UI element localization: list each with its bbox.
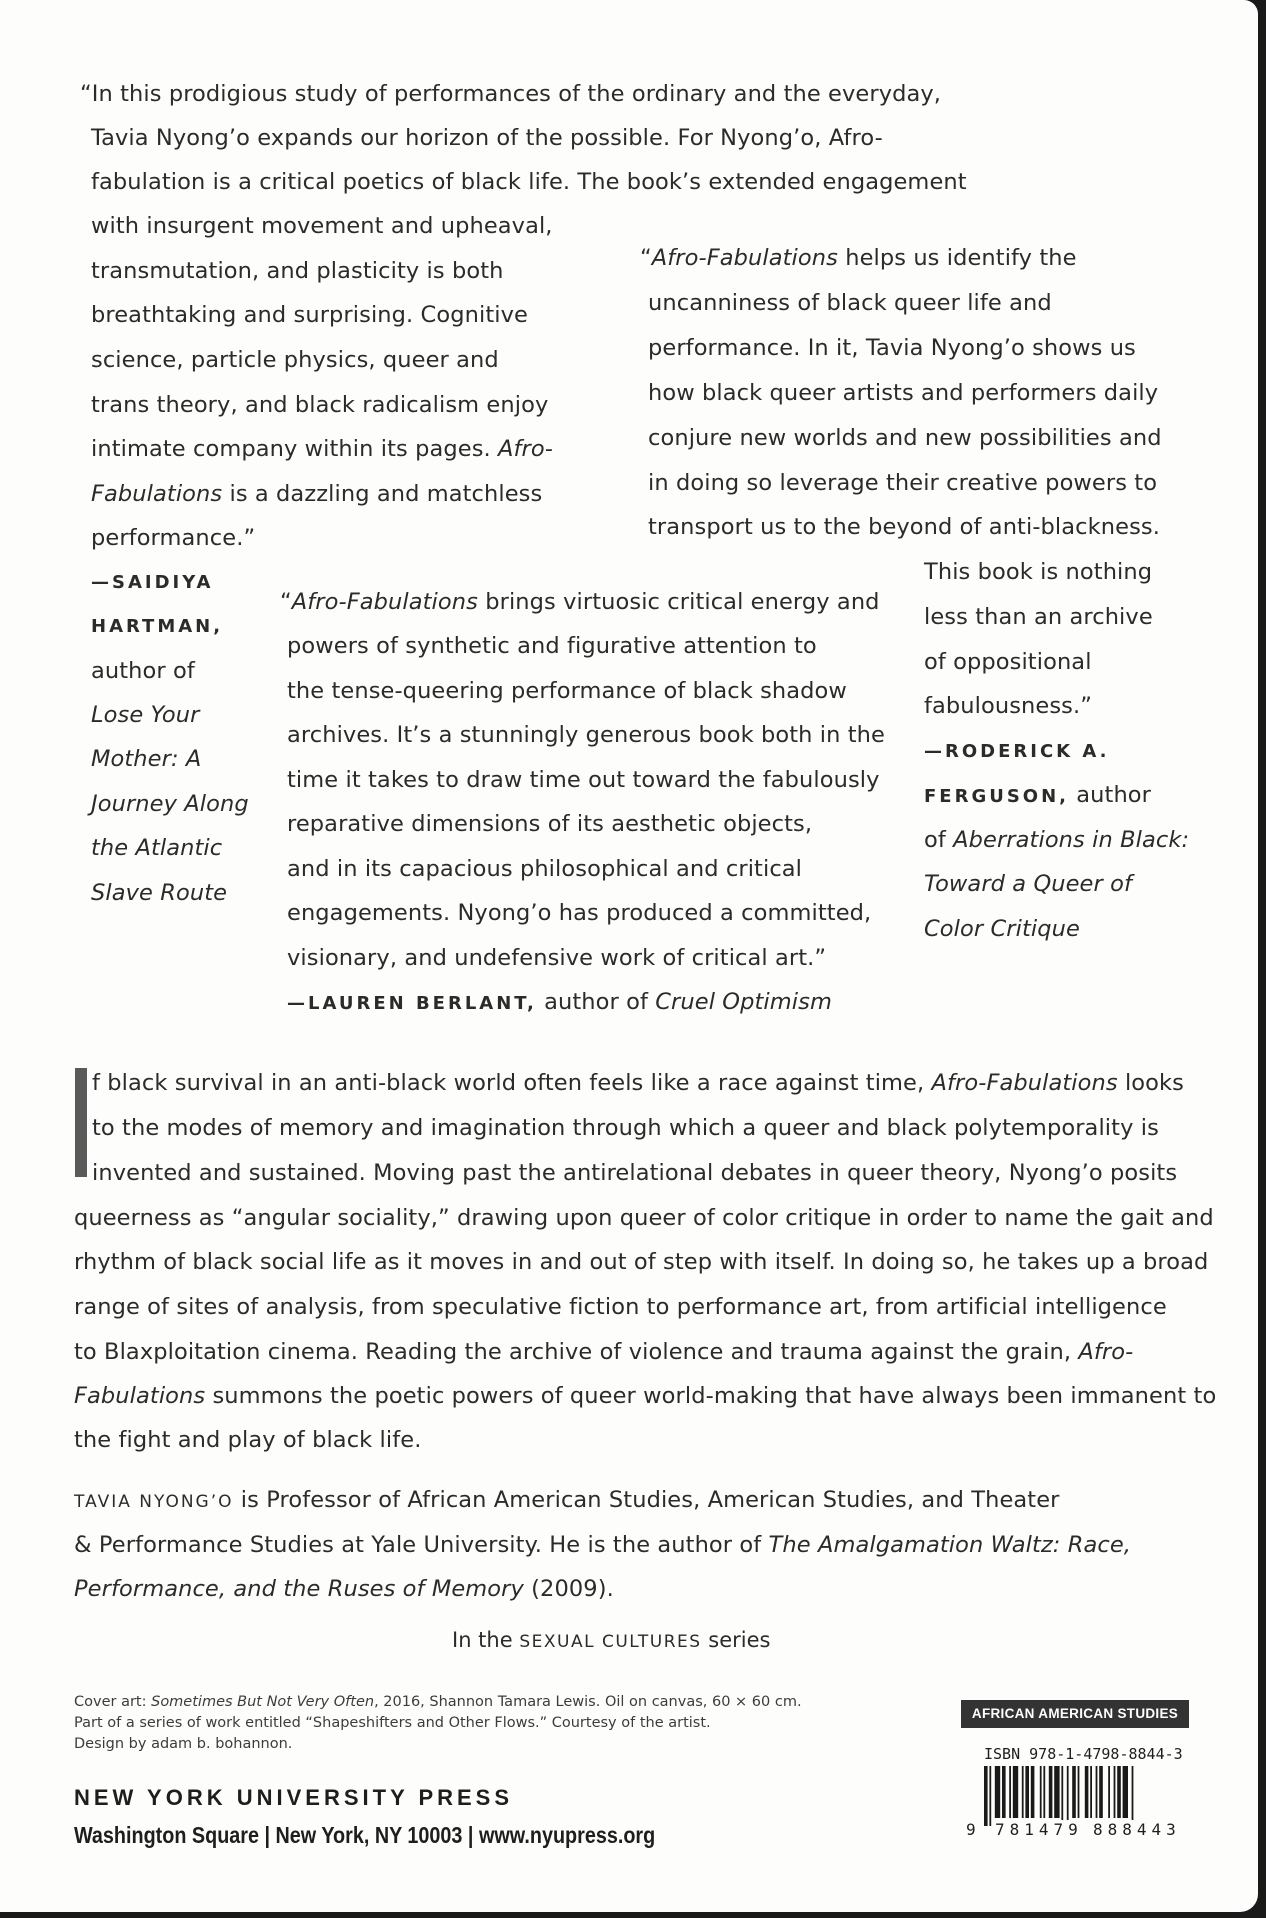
- bio-text: (2009).: [523, 1576, 614, 1602]
- attribution-book: [91, 737, 201, 782]
- description-text: looks: [1117, 1070, 1184, 1096]
- blurb-line: fabulousness.”: [924, 693, 1093, 719]
- book-title-italic: Slave Route: [91, 880, 228, 906]
- bio-line: [74, 1478, 1060, 1525]
- series-name: SEXUAL CULTURES: [519, 1632, 702, 1652]
- publisher-address: Washington Square | New York, NY 10003 | www.nyupress.org: [74, 1822, 656, 1848]
- book-title-italic: Mother: A: [91, 746, 202, 772]
- isbn-barcode: [980, 1766, 1185, 1826]
- barcode-bar: [1132, 1766, 1134, 1826]
- barcode-bar: [1002, 1766, 1006, 1818]
- blurb-line: in doing so leverage their creative powers to: [648, 470, 1158, 496]
- blurb-text: is a dazzling and matchless: [222, 481, 543, 507]
- blurb-line: uncanniness of black queer life and: [648, 290, 1052, 316]
- blurb-line: performance.”: [91, 525, 256, 551]
- book-title-italic: Color Critique: [924, 916, 1080, 942]
- attribution-name: —RODERICK A.: [924, 741, 1110, 762]
- open-quote: “: [280, 589, 292, 615]
- barcode-bar: [1090, 1766, 1092, 1818]
- blurb-line: powers of synthetic and figurative attention to: [287, 633, 817, 659]
- blurb-line: time it takes to draw time out toward the fabulously: [287, 767, 880, 793]
- blurb-line: [280, 580, 880, 625]
- barcode-bar: [1096, 1766, 1098, 1818]
- open-quote: “: [640, 245, 652, 271]
- description-line: [92, 1061, 1184, 1106]
- attribution-book: [924, 862, 1132, 907]
- credit-line: [74, 1692, 802, 1712]
- blurb-line: the tense-queering performance of black shadow: [287, 678, 847, 704]
- blurb-line: breathtaking and surprising. Cognitive: [91, 302, 528, 328]
- description-line: the fight and play of black life.: [74, 1427, 422, 1453]
- book-title-italic: Afro-: [1078, 1339, 1134, 1365]
- description-text: f black survival in an anti-black world often feels like a race against time,: [92, 1070, 932, 1096]
- barcode-bar: [1061, 1766, 1063, 1826]
- barcode-bar: [995, 1766, 1000, 1818]
- attribution-book: [924, 907, 1080, 952]
- attribution-name: —SAIDIYA: [91, 572, 214, 593]
- bio-text: & Performance Studies at Yale University. He is the author of: [74, 1532, 769, 1558]
- drop-cap-bar: [75, 1068, 87, 1177]
- attribution-role: author: [1069, 782, 1152, 808]
- barcode-bar: [984, 1766, 988, 1826]
- barcode-bar: [1043, 1766, 1045, 1818]
- bio-text: is Professor of African American Studies, American Studies, and Theater: [233, 1487, 1060, 1513]
- attribution-name: —LAUREN BERLANT,: [287, 993, 537, 1014]
- book-title-italic: Journey Along: [91, 791, 249, 817]
- blurb-line: performance. In it, Tavia Nyong’o shows us: [648, 335, 1136, 361]
- barcode-bar: [1067, 1766, 1069, 1826]
- barcode-digit-first: 9: [966, 1820, 976, 1839]
- attribution-role: author of: [536, 989, 656, 1015]
- attribution-name: HARTMAN,: [91, 616, 224, 637]
- blurb-line: archives. It’s a stunningly generous book both in the: [287, 722, 885, 748]
- barcode-digits-left: 781479: [995, 1820, 1083, 1839]
- description-text: to Blaxploitation cinema. Reading the archive of violence and trauma against the grain,: [74, 1339, 1079, 1365]
- attribution-role: of: [924, 827, 954, 853]
- credit-line: Part of a series of work entitled “Shapeshifters and Other Flows.” Courtesy of the artist.: [74, 1715, 711, 1731]
- book-title-italic: Afro-Fabulations: [931, 1070, 1118, 1096]
- attribution-line: [287, 980, 832, 1026]
- barcode-bar: [1031, 1766, 1035, 1818]
- book-title-italic: Aberrations in Black:: [953, 827, 1190, 853]
- attribution-line: [924, 773, 1151, 819]
- description-line: range of sites of analysis, from speculative fiction to performance art, from artificial intelligence: [74, 1294, 1167, 1320]
- barcode-bar: [1108, 1766, 1110, 1818]
- blurb-line: transmutation, and plasticity is both: [91, 258, 504, 284]
- barcode-bar: [1072, 1766, 1076, 1818]
- bio-line: [74, 1523, 1131, 1568]
- blurb-text: helps us identify the: [837, 245, 1077, 271]
- credit-text: Cover art:: [74, 1694, 152, 1710]
- description-line: rhythm of black social life as it moves in and out of step with itself. In doing so, he takes up a broad: [74, 1249, 1209, 1275]
- barcode-bar: [1025, 1766, 1029, 1818]
- barcode-bar: [1078, 1766, 1080, 1818]
- blurb-line: with insurgent movement and upheaval,: [91, 213, 553, 239]
- barcode-bar: [1114, 1766, 1116, 1818]
- book-title-italic: The Amalgamation Waltz: Race,: [768, 1532, 1132, 1558]
- credit-line: Design by adam b. bohannon.: [74, 1736, 293, 1752]
- book-title-italic: Fabulations: [74, 1383, 206, 1409]
- attribution-book: [91, 782, 249, 827]
- barcode-bar: [1009, 1766, 1011, 1818]
- credit-text: , 2016, Shannon Tamara Lewis. Oil on canvas, 60 × 60 cm.: [374, 1694, 802, 1710]
- barcode-bar: [1049, 1766, 1053, 1818]
- series-prefix: In the: [452, 1628, 520, 1652]
- series-suffix: series: [701, 1628, 771, 1652]
- artwork-title-italic: Sometimes But Not Very Often: [151, 1694, 375, 1710]
- book-title-italic: Afro-: [498, 436, 553, 462]
- book-title-italic: Performance, and the Ruses of Memory: [74, 1576, 524, 1602]
- blurb-line: “In this prodigious study of performances of the ordinary and the everyday,: [80, 81, 942, 107]
- attribution-book: [91, 693, 199, 738]
- description-line: to the modes of memory and imagination through which a queer and black polytemporality is: [92, 1115, 1159, 1141]
- barcode-bar: [1040, 1766, 1042, 1818]
- book-title-italic: Lose Your: [91, 702, 200, 728]
- blurb-line: Tavia Nyong’o expands our horizon of the possible. For Nyong’o, Afro-: [91, 125, 883, 151]
- blurb-line: transport us to the beyond of anti-blackness.: [648, 514, 1160, 540]
- subject-category-badge: AFRICAN AMERICAN STUDIES: [961, 1700, 1189, 1728]
- blurb-line: less than an archive: [924, 604, 1153, 630]
- attribution-line: [924, 818, 1189, 863]
- barcode-digits-right: 888443: [1093, 1820, 1181, 1839]
- description-line: invented and sustained. Moving past the antirelational debates in queer theory, Nyong’o posits: [92, 1160, 1178, 1186]
- attribution-name: FERGUSON,: [924, 786, 1070, 807]
- book-title-italic: Afro-Fabulations: [651, 245, 838, 271]
- attribution-book: [91, 871, 227, 916]
- barcode-bar: [1085, 1766, 1089, 1818]
- blurb-text: intimate company within its pages.: [91, 436, 491, 462]
- barcode-bar: [989, 1766, 991, 1826]
- barcode-bar: [1099, 1766, 1103, 1818]
- barcode-bar: [1054, 1766, 1059, 1818]
- description-text: summons the poetic powers of queer world-making that have always been immanent to: [205, 1383, 1217, 1409]
- blurb-line: fabulation is a critical poetics of black life. The book’s extended engagement: [91, 169, 967, 195]
- barcode-bar: [1022, 1766, 1024, 1818]
- blurb-line: and in its capacious philosophical and critical: [287, 856, 803, 882]
- book-title-italic: Cruel Optimism: [655, 989, 832, 1015]
- blurb-line: conjure new worlds and new possibilities and: [648, 425, 1162, 451]
- barcode-bar: [1117, 1766, 1121, 1818]
- description-line: queerness as “angular sociality,” drawing upon queer of color critique in order to name the gait and: [74, 1205, 1214, 1231]
- blurb-line: science, particle physics, queer and: [91, 347, 499, 373]
- blurb-line: [640, 236, 1077, 281]
- blurb-line: This book is nothing: [924, 559, 1153, 585]
- book-title-italic: Fabulations: [91, 481, 223, 507]
- book-title-italic: Toward a Queer of: [924, 871, 1132, 897]
- bio-line: [74, 1567, 614, 1612]
- publisher-name: NEW YORK UNIVERSITY PRESS: [74, 1785, 514, 1810]
- blurb-line: of oppositional: [924, 649, 1092, 675]
- book-title-italic: Afro-Fabulations: [291, 589, 478, 615]
- description-line: [74, 1330, 1133, 1375]
- barcode-bar: [1123, 1766, 1128, 1818]
- isbn-label: ISBN 978-1-4798-8844-3: [984, 1745, 1183, 1763]
- attribution-book: [91, 826, 222, 871]
- blurb-line: reparative dimensions of its aesthetic objects,: [287, 811, 813, 837]
- book-title-italic: the Atlantic: [91, 835, 223, 861]
- attribution-role: author of: [91, 658, 195, 684]
- blurb-line: [91, 472, 542, 517]
- blurb-text: brings virtuosic critical energy and: [477, 589, 880, 615]
- barcode-bar: [1013, 1766, 1018, 1818]
- series-note: [452, 1628, 770, 1652]
- blurb-line: how black queer artists and performers daily: [648, 380, 1159, 406]
- description-line: [74, 1374, 1216, 1419]
- author-name: TAVIA NYONG’O: [74, 1492, 234, 1512]
- blurb-line: visionary, and undefensive work of critical art.”: [287, 945, 827, 971]
- blurb-line: [91, 427, 553, 472]
- blurb-line: trans theory, and black radicalism enjoy: [91, 392, 549, 418]
- blurb-line: engagements. Nyong’o has produced a committed,: [287, 900, 872, 926]
